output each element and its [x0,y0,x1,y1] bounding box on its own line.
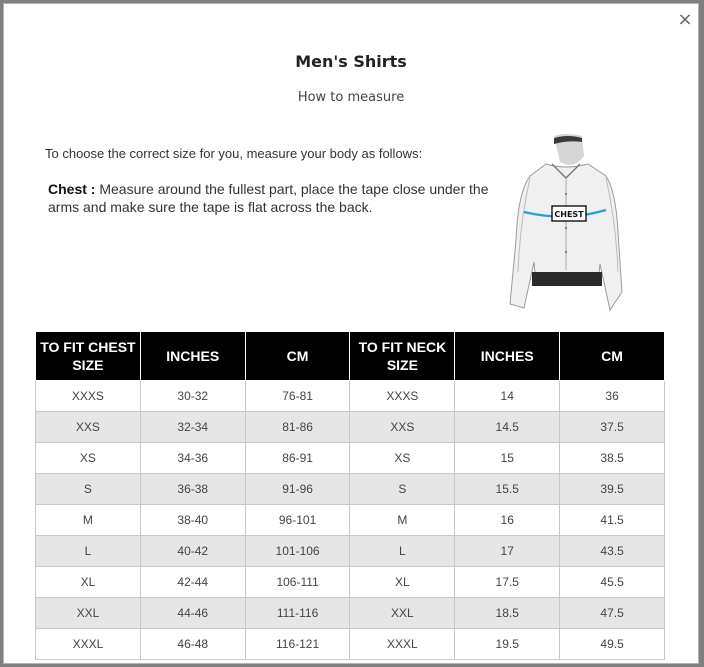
table-row [36,412,665,443]
cell-neck-inches: 19.5 [455,629,560,660]
cell-chest-size: XXXL [36,629,141,660]
cell-chest-size: L [36,536,141,567]
cell-chest-size: XXXS [36,381,141,412]
header-neck-inches: INCHES [455,332,560,381]
chest-tag-label: CHEST [554,210,584,219]
cell-chest-size: XS [36,443,141,474]
cell-chest-cm: 111-116 [245,598,350,629]
cell-chest-size: XXS [36,412,141,443]
table-row [36,474,665,505]
cell-chest-inches: 42-44 [140,567,245,598]
cell-neck-size: S [350,474,455,505]
cell-chest-inches: 44-46 [140,598,245,629]
cell-chest-inches: 32-34 [140,412,245,443]
cell-neck-size: XXXL [350,629,455,660]
cell-neck-cm: 37.5 [560,412,665,443]
cell-neck-size: XXL [350,598,455,629]
table-row [36,629,665,660]
cell-neck-cm: 39.5 [560,474,665,505]
measure-intro: To choose the correct size for you, measure your body as follows: [45,146,423,161]
size-chart-table [35,331,665,660]
modal-subtitle: How to measure [297,90,405,105]
table-row [36,381,665,412]
cell-neck-inches: 17 [455,536,560,567]
table-row [36,536,665,567]
chest-text: Measure around the fullest part, place the tape close under the arms and make sure the tape is flat across the back. [48,181,489,215]
modal-title: Men's Shirts [295,52,407,71]
cell-neck-cm: 43.5 [560,536,665,567]
size-guide-modal [3,3,699,664]
cell-chest-cm: 106-111 [245,567,350,598]
cell-chest-inches: 36-38 [140,474,245,505]
cell-chest-cm: 101-106 [245,536,350,567]
cell-neck-inches: 14.5 [455,412,560,443]
cell-neck-cm: 41.5 [560,505,665,536]
cell-chest-size: M [36,505,141,536]
cell-neck-inches: 18.5 [455,598,560,629]
cell-neck-size: XXS [350,412,455,443]
cell-chest-cm: 86-91 [245,443,350,474]
header-chest-size: TO FIT CHEST SIZE [36,332,141,381]
cell-chest-inches: 46-48 [140,629,245,660]
cell-neck-cm: 45.5 [560,567,665,598]
cell-chest-inches: 40-42 [140,536,245,567]
cell-chest-cm: 91-96 [245,474,350,505]
table-row [36,567,665,598]
cell-neck-size: M [350,505,455,536]
cell-chest-size: S [36,474,141,505]
close-icon[interactable]: × [677,9,693,30]
cell-chest-cm: 81-86 [245,412,350,443]
cell-neck-inches: 17.5 [455,567,560,598]
cell-neck-size: XXXS [350,381,455,412]
table-row [36,598,665,629]
cell-neck-inches: 15 [455,443,560,474]
chest-instructions [48,180,498,216]
cell-neck-cm: 38.5 [560,443,665,474]
cell-chest-size: XL [36,567,141,598]
cell-neck-size: L [350,536,455,567]
header-neck-size: TO FIT NECK SIZE [350,332,455,381]
cell-neck-cm: 36 [560,381,665,412]
cell-neck-cm: 49.5 [560,629,665,660]
cell-chest-cm: 96-101 [245,505,350,536]
shirt-model-image [502,132,638,314]
header-neck-cm: CM [560,332,665,381]
cell-neck-inches: 14 [455,381,560,412]
cell-neck-inches: 15.5 [455,474,560,505]
cell-neck-cm: 47.5 [560,598,665,629]
cell-chest-inches: 34-36 [140,443,245,474]
cell-neck-size: XS [350,443,455,474]
cell-neck-inches: 16 [455,505,560,536]
header-chest-inches: INCHES [140,332,245,381]
cell-chest-inches: 38-40 [140,505,245,536]
cell-chest-inches: 30-32 [140,381,245,412]
cell-chest-cm: 116-121 [245,629,350,660]
header-chest-cm: CM [245,332,350,381]
cell-chest-size: XXL [36,598,141,629]
table-row [36,443,665,474]
chest-label: Chest : [48,181,96,197]
cell-chest-cm: 76-81 [245,381,350,412]
table-header-row [36,332,665,381]
table-row [36,505,665,536]
cell-neck-size: XL [350,567,455,598]
